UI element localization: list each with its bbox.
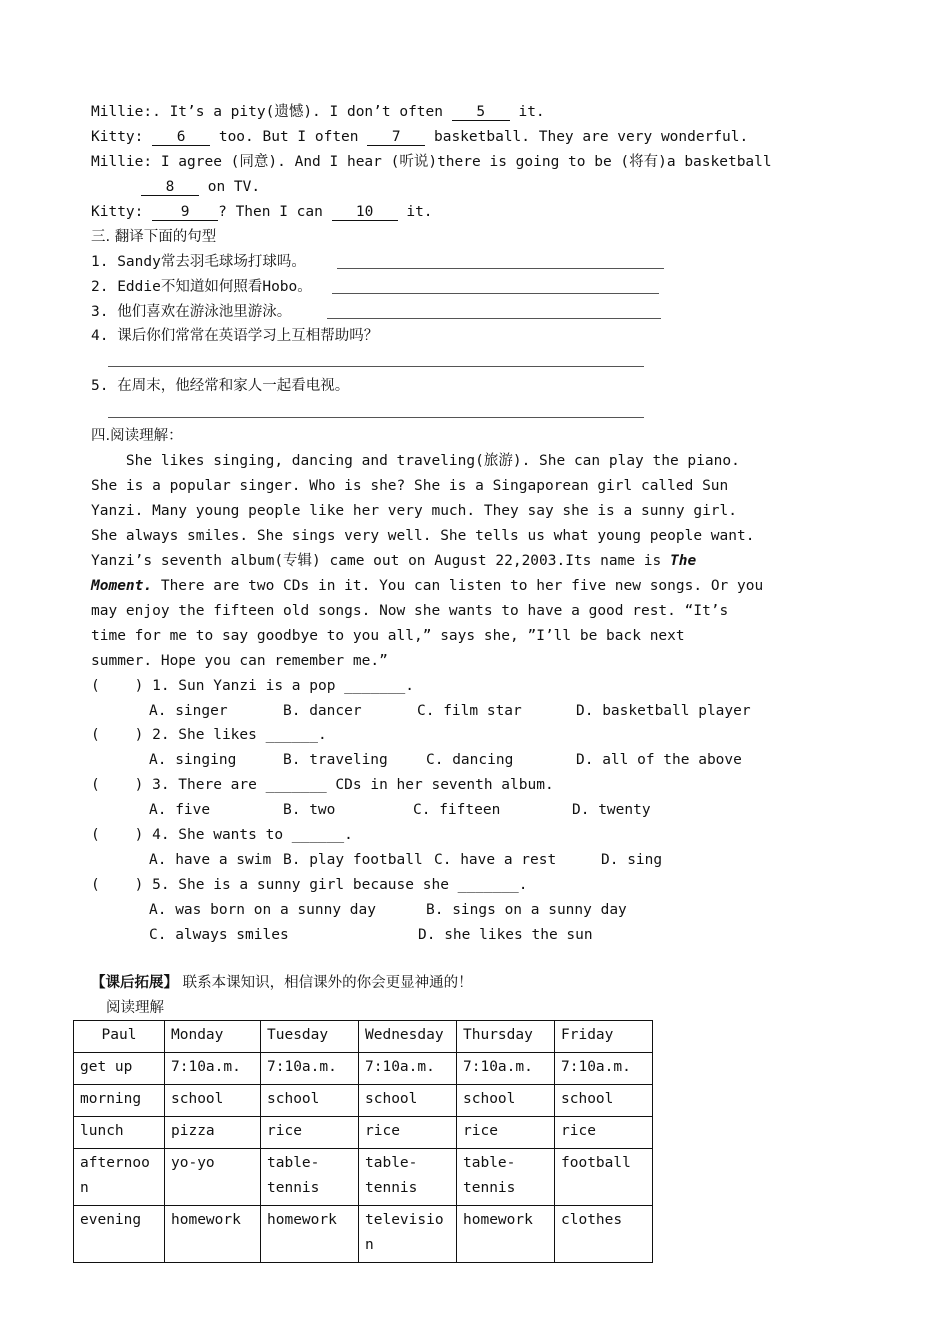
dialog-line-5: [91, 202, 433, 222]
table-cell: table- tennis: [261, 1149, 359, 1206]
table-cell: clothes: [555, 1206, 653, 1263]
table-cell: morning: [74, 1085, 165, 1117]
answer-line-2[interactable]: [332, 293, 659, 294]
blank-9[interactable]: 9: [152, 204, 218, 221]
dialog-text: Kitty:: [91, 204, 153, 220]
passage-line: She always smiles. She sings very well. She tells us what young people want.: [91, 528, 755, 544]
header-cell: Paul: [74, 1021, 165, 1053]
option[interactable]: B. two: [283, 802, 336, 818]
option[interactable]: C. always smiles: [149, 927, 289, 943]
reading-heading: 四.阅读理解：: [91, 428, 183, 444]
header-cell: Tuesday: [261, 1021, 359, 1053]
table-cell: table- tennis: [457, 1149, 555, 1206]
table-row: [74, 1053, 653, 1085]
passage-line: summer. Hope you can remember me.”: [91, 653, 388, 669]
dialog-text: too. But I often: [210, 129, 368, 145]
table-cell: lunch: [74, 1117, 165, 1149]
translate-q4: 4. 课后你们常常在英语学习上互相帮助吗？: [91, 328, 379, 344]
table-cell: rice: [457, 1117, 555, 1149]
option[interactable]: C. fifteen: [413, 802, 501, 818]
table-cell: rice: [555, 1117, 653, 1149]
translate-q3: 3. 他们喜欢在游泳池里游泳。: [91, 304, 292, 320]
passage-text: Yanzi’s seventh album(专辑) came out on August 22,2003.Its name is: [91, 553, 670, 569]
passage-line: Yanzi. Many young people like her very much. They say she is a sunny girl.: [91, 503, 738, 519]
answer-line-4[interactable]: [108, 366, 644, 367]
table-cell: rice: [261, 1117, 359, 1149]
schedule-table: [73, 1020, 653, 1263]
table-cell: homework: [165, 1206, 261, 1263]
blank-6[interactable]: 6: [152, 129, 210, 146]
passage-text: There are two CDs in it. You can listen to her five new songs. Or you: [152, 578, 764, 594]
header-cell: Friday: [555, 1021, 653, 1053]
table-cell: pizza: [165, 1117, 261, 1149]
dialog-line-1: [91, 102, 545, 122]
option[interactable]: D. sing: [601, 852, 663, 868]
option[interactable]: A. have a swim: [149, 852, 272, 868]
dialog-text: it.: [509, 104, 545, 120]
option[interactable]: D. she likes the sun: [418, 927, 593, 943]
answer-line-3[interactable]: [327, 318, 661, 319]
table-row: [74, 1085, 653, 1117]
translate-q5: 5. 在周末，他经常和家人一起看电视。: [91, 378, 350, 394]
answer-line-5[interactable]: [108, 417, 644, 418]
option[interactable]: C. dancing: [426, 752, 514, 768]
dialog-line-2: [91, 127, 748, 147]
question-stem: ( ) 1. Sun Yanzi is a pop _______.: [91, 678, 415, 694]
option[interactable]: A. was born on a sunny day: [149, 902, 376, 918]
table-header-row: [74, 1021, 653, 1053]
album-title: The: [669, 553, 697, 569]
table-row: [74, 1206, 653, 1263]
table-row: [74, 1117, 653, 1149]
table-cell: evening: [74, 1206, 165, 1263]
passage-line: [91, 551, 696, 571]
passage-line: [91, 576, 763, 596]
option[interactable]: A. five: [149, 802, 211, 818]
option[interactable]: B. play football: [283, 852, 423, 868]
translate-heading: 三. 翻译下面的句型: [91, 229, 217, 245]
answer-line-1[interactable]: [337, 268, 664, 269]
question-stem: ( ) 4. She wants to ______.: [91, 827, 353, 843]
option[interactable]: B. traveling: [283, 752, 388, 768]
dialog-line-4: [141, 177, 260, 197]
table-cell: afternoo n: [74, 1149, 165, 1206]
dialog-text: ? Then I can: [218, 204, 332, 220]
blank-10[interactable]: 10: [332, 204, 398, 221]
header-cell: Monday: [165, 1021, 261, 1053]
option[interactable]: B. dancer: [283, 703, 362, 719]
table-cell: 7:10a.m.: [457, 1053, 555, 1085]
extension-line: [91, 973, 473, 993]
table-cell: 7:10a.m.: [261, 1053, 359, 1085]
passage-line: may enjoy the fifteen old songs. Now she wants to have a good rest. “It’s: [91, 603, 729, 619]
option[interactable]: C. have a rest: [434, 852, 557, 868]
table-cell: 7:10a.m.: [555, 1053, 653, 1085]
table-cell: homework: [457, 1206, 555, 1263]
dialog-text: Kitty:: [91, 129, 153, 145]
header-cell: Thursday: [457, 1021, 555, 1053]
question-stem: ( ) 5. She is a sunny girl because she _______.: [91, 877, 528, 893]
option[interactable]: D. all of the above: [576, 752, 742, 768]
option[interactable]: D. basketball player: [576, 703, 751, 719]
translate-q2: 2. Eddie不知道如何照看Hobo。: [91, 279, 312, 295]
option[interactable]: A. singing: [149, 752, 237, 768]
passage-line: She is a popular singer. Who is she? She is a Singaporean girl called Sun: [91, 478, 729, 494]
dialog-text: on TV.: [199, 179, 261, 195]
table-cell: get up: [74, 1053, 165, 1085]
table-cell: school: [261, 1085, 359, 1117]
table-cell: rice: [359, 1117, 457, 1149]
passage-line: time for me to say goodbye to you all,” says she, ”I’ll be back next: [91, 628, 685, 644]
table-row: [74, 1149, 653, 1206]
table-cell: school: [165, 1085, 261, 1117]
dialog-text: it.: [397, 204, 433, 220]
extension-text: 联系本课知识，相信课外的你会更显神通的！: [178, 975, 473, 991]
question-stem: ( ) 3. There are _______ CDs in her seventh album.: [91, 777, 554, 793]
extension-sub: 阅读理解: [106, 1000, 164, 1016]
question-stem: ( ) 2. She likes ______.: [91, 727, 327, 743]
option[interactable]: D. twenty: [572, 802, 651, 818]
table-cell: 7:10a.m.: [165, 1053, 261, 1085]
album-title: Moment.: [91, 578, 153, 594]
dialog-line-3: Millie: I agree (同意). And I hear (听说)there is going to be (将有)a basketball: [91, 154, 772, 170]
passage-line: She likes singing, dancing and traveling(旅游). She can play the piano.: [91, 453, 740, 469]
blank-5[interactable]: 5: [452, 104, 510, 121]
option[interactable]: C. film star: [417, 703, 522, 719]
table-cell: football: [555, 1149, 653, 1206]
table-cell: table- tennis: [359, 1149, 457, 1206]
table-cell: 7:10a.m.: [359, 1053, 457, 1085]
header-cell: Wednesday: [359, 1021, 457, 1053]
table-cell: school: [555, 1085, 653, 1117]
table-cell: televisio n: [359, 1206, 457, 1263]
option[interactable]: A. singer: [149, 703, 228, 719]
table-cell: school: [359, 1085, 457, 1117]
table-cell: yo-yo: [165, 1149, 261, 1206]
dialog-text: Millie:. It’s a pity(遗憾). I don’t often: [91, 104, 452, 120]
table-cell: school: [457, 1085, 555, 1117]
table-cell: homework: [261, 1206, 359, 1263]
blank-8[interactable]: 8: [141, 179, 199, 196]
option[interactable]: B. sings on a sunny day: [426, 902, 627, 918]
translate-q1: 1. Sandy常去羽毛球场打球吗。: [91, 254, 306, 270]
extension-label: 【课后拓展】: [91, 975, 178, 991]
blank-7[interactable]: 7: [367, 129, 425, 146]
dialog-text: basketball. They are very wonderful.: [425, 129, 749, 145]
